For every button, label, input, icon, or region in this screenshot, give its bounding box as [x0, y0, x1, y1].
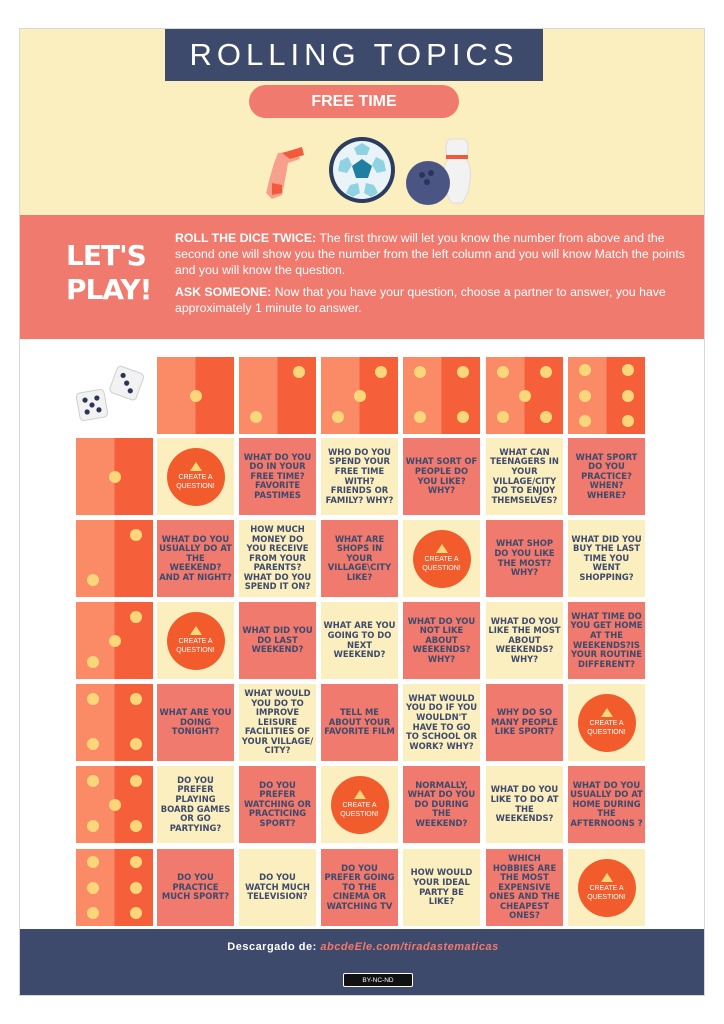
die-pip	[622, 364, 634, 376]
question-cell	[568, 766, 645, 843]
question-text: WHAT DID YOU BUY THE LAST TIME YOU WENT SHOPPING?	[571, 533, 642, 582]
question-text: WHY DO SO MANY PEOPLE LIKE SPORT?	[491, 707, 558, 737]
question-text: WHICH HOBBIES ARE THE MOST EXPENSIVE ONES AND THE CHEAPEST ONES?	[489, 852, 560, 921]
question-cell	[239, 766, 316, 843]
create-question-cell	[321, 766, 398, 843]
die-pip	[414, 366, 426, 378]
question-cell	[157, 849, 234, 926]
question-cell	[239, 520, 316, 597]
create-question-badge	[331, 776, 389, 834]
soccer-ball-icon	[329, 137, 395, 203]
die-pip	[109, 471, 121, 483]
question-text: WHAT DO YOU LIKE THE MOST ABOUT WEEKENDS? WHY?	[488, 615, 561, 664]
question-cell	[403, 684, 480, 761]
die-pip	[130, 856, 142, 868]
create-label: CREATE A	[342, 802, 377, 809]
die-pip	[87, 693, 99, 705]
question-cell	[239, 684, 316, 761]
die-pip	[622, 390, 634, 402]
create-label: QUESTION!	[176, 482, 215, 490]
create-question-cell	[568, 849, 645, 926]
question-text: WHAT CAN TEENAGERS IN YOUR VILLAGE/CITY DO TO ENJOY THEMSELVES?	[490, 446, 559, 505]
question-text: WHAT SPORT DO YOU PRACTICE? WHEN? WHERE?	[575, 451, 638, 500]
create-question-badge	[167, 448, 225, 506]
die-pip	[354, 390, 366, 402]
rules-text	[175, 230, 690, 322]
question-cell	[321, 602, 398, 679]
row-die-5	[76, 766, 153, 843]
die-pip	[87, 856, 99, 868]
die-pip	[130, 693, 142, 705]
die-pip	[130, 611, 142, 623]
bell-icon	[190, 626, 202, 635]
create-question-cell	[157, 438, 234, 515]
lets-play-heading: LET'S PLAY!	[66, 239, 152, 306]
question-cell	[486, 602, 563, 679]
question-text: WHAT ARE SHOPS IN YOUR VILLAGE\CITY LIKE?	[327, 533, 392, 582]
bell-icon	[190, 462, 202, 471]
die-pip	[457, 411, 469, 423]
create-question-cell	[568, 684, 645, 761]
die-pip	[579, 390, 591, 402]
question-cell	[568, 438, 645, 515]
rule-ask-someone: ASK SOMEONE: Now that you have your question, choose a partner to answer, you have approximately 1 minute to answer.	[175, 285, 666, 315]
die-pip	[130, 529, 142, 541]
question-text: WHAT WOULD YOU DO IF YOU WOULDN'T HAVE TO GO TO SCHOOL OR WORK? WHY?	[405, 692, 478, 751]
die-pip	[519, 390, 531, 402]
header-section	[20, 29, 705, 215]
question-cell	[403, 766, 480, 843]
rule-roll-dice: ROLL THE DICE TWICE: The first throw will let you know the number from above and the second one will show you the number from the left column and you will know Match the points and you will know the question.	[175, 231, 685, 277]
question-cell	[239, 849, 316, 926]
die-pip	[375, 366, 387, 378]
bell-icon	[436, 544, 448, 553]
bell-icon	[354, 790, 366, 799]
create-label: CREATE A	[178, 474, 213, 481]
question-cell	[321, 520, 398, 597]
bowling-icon	[406, 139, 470, 205]
die-pip	[293, 366, 305, 378]
question-cell	[239, 438, 316, 515]
question-text: DO YOU PREFER WATCHING OR PRACTICING SPORT?	[243, 779, 312, 828]
die-pip	[497, 366, 509, 378]
create-label: CREATE A	[178, 638, 213, 645]
die-pip	[130, 882, 142, 894]
create-question-badge	[167, 612, 225, 670]
die-pip	[87, 775, 99, 787]
question-text: WHAT SHOP DO YOU LIKE THE MOST? WHY?	[494, 538, 555, 578]
ballet-shoe-icon	[266, 147, 304, 199]
download-link[interactable]: abcdeEle.com/tiradastematicas	[320, 941, 499, 953]
create-question-cell	[403, 520, 480, 597]
question-text: DO YOU PRACTICE MUCH SPORT?	[161, 872, 230, 902]
create-label: QUESTION!	[587, 728, 626, 736]
die-pip	[540, 366, 552, 378]
question-cell	[568, 602, 645, 679]
die-pip	[87, 738, 99, 750]
die-pip	[579, 364, 591, 376]
topic-icons	[20, 133, 705, 209]
row-die-1	[76, 438, 153, 515]
question-cell	[486, 766, 563, 843]
question-cell	[157, 766, 234, 843]
question-text: WHO DO YOU SPEND YOUR FREE TIME WITH? FRIENDS OR FAMILY? WHY?	[325, 446, 394, 505]
page-title: ROLLING TOPICS	[165, 29, 543, 81]
die-pip	[87, 656, 99, 668]
question-text: WHAT ARE YOU DOING TONIGHT?	[159, 707, 232, 737]
die-pip	[109, 799, 121, 811]
row-die-4	[76, 684, 153, 761]
die-pip	[540, 411, 552, 423]
create-label: QUESTION!	[422, 564, 461, 572]
die-pip	[190, 390, 202, 402]
create-label: CREATE A	[589, 885, 624, 892]
die-pip	[130, 775, 142, 787]
instructions-banner	[20, 215, 705, 339]
column-die-4	[403, 357, 480, 434]
question-text: WHAT DO YOU LIKE TO DO AT THE WEEKENDS?	[490, 784, 559, 824]
question-text: TELL ME ABOUT YOUR FAVORITE FILM	[324, 707, 395, 737]
footer	[20, 929, 705, 996]
die-pip	[579, 415, 591, 427]
die-pip	[130, 820, 142, 832]
question-cell	[486, 849, 563, 926]
die-pip	[87, 574, 99, 586]
create-question-badge	[578, 859, 636, 917]
die-pip	[87, 882, 99, 894]
question-cell	[321, 438, 398, 515]
create-question-badge	[413, 530, 471, 588]
die-pip	[497, 411, 509, 423]
cc-license-badge: BY-NC-ND	[343, 973, 413, 987]
question-text: WHAT DO YOU NOT LIKE ABOUT WEEKENDS? WHY?	[407, 615, 476, 664]
die-pip	[130, 738, 142, 750]
row-die-6	[76, 849, 153, 926]
die-pip	[250, 411, 262, 423]
worksheet-page	[19, 28, 705, 996]
question-text: HOW WOULD YOUR IDEAL PARTY BE LIKE?	[410, 867, 473, 907]
topic-subtitle: FREE TIME	[249, 85, 459, 118]
create-label: CREATE A	[424, 556, 459, 563]
die-pip	[87, 820, 99, 832]
question-text: WHAT DID YOU DO LAST WEEKEND?	[242, 625, 313, 655]
column-die-2	[239, 357, 316, 434]
column-die-3	[321, 357, 398, 434]
question-cell	[157, 520, 234, 597]
question-cell	[157, 684, 234, 761]
die-pip	[457, 366, 469, 378]
question-cell	[486, 438, 563, 515]
create-question-badge	[578, 694, 636, 752]
die-pip	[87, 907, 99, 919]
question-text: NORMALLY, WHAT DO YOU DO DURING THE WEEKEND?	[407, 779, 476, 828]
question-cell	[321, 684, 398, 761]
question-cell	[321, 849, 398, 926]
question-text: WHAT TIME DO YOU GET HOME AT THE WEEKENDS?IS YOUR ROUTINE DIFFERENT?	[570, 610, 643, 669]
bell-icon	[601, 873, 613, 882]
row-die-2	[76, 520, 153, 597]
die-pip	[109, 635, 121, 647]
dice-pair-icon	[76, 363, 148, 423]
column-die-5	[486, 357, 563, 434]
die-pip	[622, 415, 634, 427]
column-die-1	[157, 357, 234, 434]
question-cell	[403, 849, 480, 926]
question-text: WHAT DO YOU USUALLY DO AT HOME DURING THE AFTERNOONS ?	[570, 779, 643, 828]
die-pip	[414, 411, 426, 423]
die-pip	[332, 411, 344, 423]
question-text: DO YOU PREFER GOING TO THE CINEMA OR WATCHING TV	[324, 862, 395, 911]
create-label: QUESTION!	[340, 810, 379, 818]
question-cell	[239, 602, 316, 679]
bell-icon	[601, 708, 613, 717]
question-text: WHAT DO YOU DO IN YOUR FREE TIME? FAVORITE PASTIMES	[243, 451, 312, 500]
question-cell	[486, 684, 563, 761]
question-cell	[403, 602, 480, 679]
question-text: WHAT SORT OF PEOPLE DO YOU LIKE? WHY?	[405, 456, 478, 496]
question-cell	[403, 438, 480, 515]
die-pip	[130, 907, 142, 919]
question-cell	[568, 520, 645, 597]
create-label: QUESTION!	[176, 646, 215, 654]
question-text: DO YOU WATCH MUCH TELEVISION?	[245, 872, 310, 902]
column-die-6	[568, 357, 645, 434]
download-credit: Descargado de: abcdeEle.com/tiradastematicas	[227, 941, 499, 953]
question-text: WHAT ARE YOU GOING TO DO NEXT WEEKEND?	[323, 620, 396, 660]
question-text: WHAT DO YOU USUALLY DO AT THE WEEKEND? AND AT NIGHT?	[159, 533, 232, 582]
question-cell	[486, 520, 563, 597]
question-text: WHAT WOULD YOU DO TO IMPROVE LEISURE FACILITIES OF YOUR VILLAGE/ CITY?	[241, 687, 314, 756]
create-question-cell	[157, 602, 234, 679]
question-text: DO YOU PREFER PLAYING BOARD GAMES OR GO PARTYING?	[160, 774, 231, 833]
create-label: QUESTION!	[587, 893, 626, 901]
create-label: CREATE A	[589, 720, 624, 727]
question-text: HOW MUCH MONEY DO YOU RECEIVE FROM YOUR PARENTS? WHAT DO YOU SPEND IT ON?	[243, 523, 312, 592]
row-die-3	[76, 602, 153, 679]
